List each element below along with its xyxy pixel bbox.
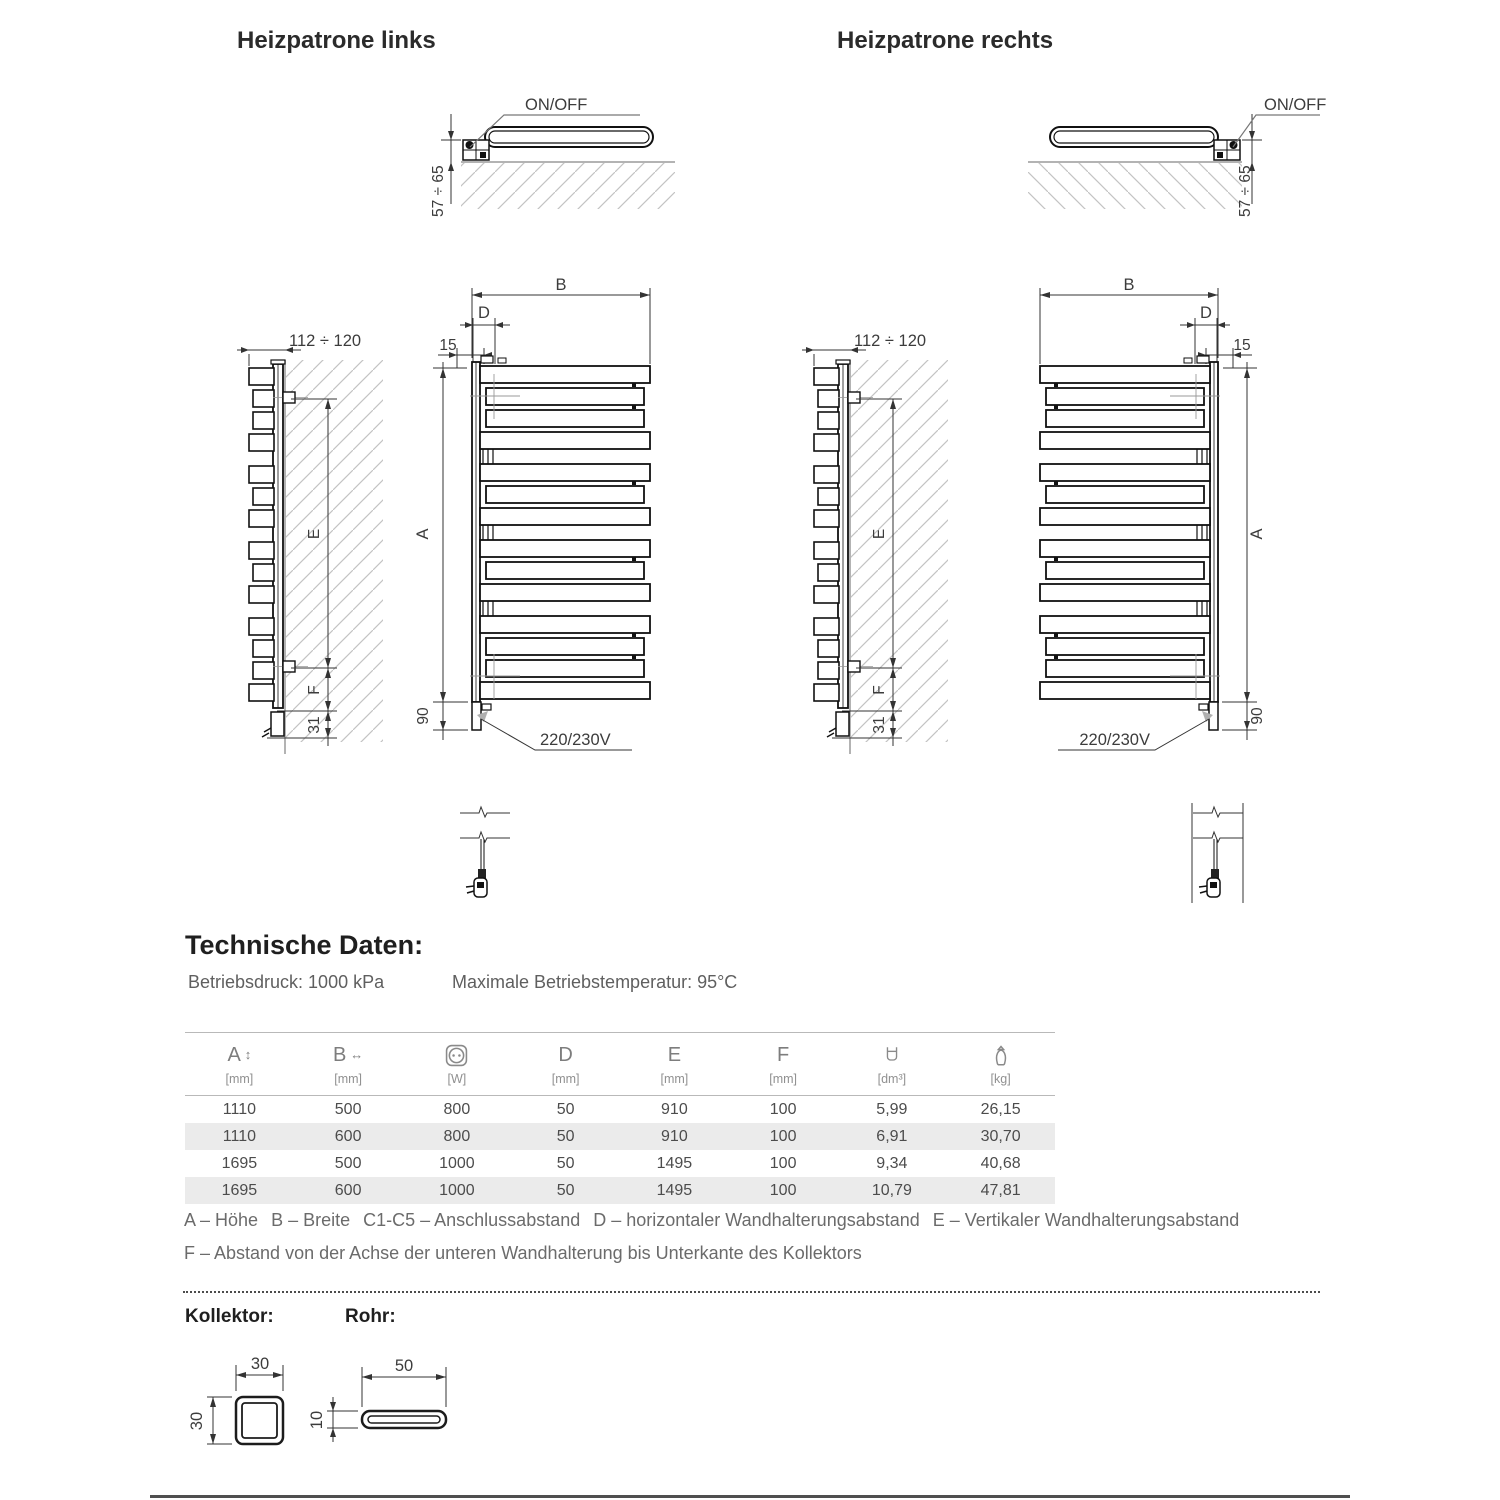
col-header-f [729, 1043, 838, 1086]
power-cable-plug-detail-left [455, 803, 535, 903]
table-cell: 47,81 [980, 1181, 1021, 1199]
spec-table [185, 1032, 1055, 1204]
rohr-width-dim: 50 [394, 1357, 414, 1375]
kollektor-height-dim: 30 [188, 1411, 206, 1431]
col-unit-a: [mm] [225, 1072, 254, 1086]
water-volume-icon [882, 1043, 902, 1067]
legend-item: E – Vertikaler Wandhalterungsabstand [932, 1210, 1240, 1230]
top-wall-section-view-left [430, 52, 675, 222]
dim-label-112-120: 112 ÷ 120 [289, 332, 362, 350]
operating-pressure: Betriebsdruck: 1000 kPa [188, 972, 385, 992]
col-letter-b: B [332, 1044, 347, 1066]
col-header-b [294, 1043, 403, 1086]
table-cell: 40,68 [980, 1154, 1021, 1172]
max-temperature: Maximale Betriebstemperatur: 95°C [452, 972, 738, 992]
height-arrow-icon: ↕ [244, 1047, 252, 1062]
col-header-a [185, 1043, 294, 1086]
legend-line-1 [184, 1210, 1239, 1231]
dim-label-31: 31 [871, 716, 888, 734]
on-off-label: ON/OFF [1264, 96, 1327, 114]
table-cell: 26,15 [980, 1100, 1021, 1118]
table-cell: 50 [556, 1100, 575, 1118]
col-unit-f: [mm] [769, 1072, 798, 1086]
front-view-left [414, 276, 705, 773]
dim-label-57-65: 57 ÷ 65 [1237, 165, 1254, 217]
table-cell: 800 [443, 1127, 471, 1145]
table-cell: 600 [334, 1181, 362, 1199]
rohr-label: Rohr: [345, 1306, 396, 1327]
col-header-volume [838, 1043, 947, 1086]
table-cell: 100 [769, 1154, 797, 1172]
table-cell: 910 [661, 1127, 688, 1145]
table-cell: 50 [556, 1127, 575, 1145]
col-unit-volume: [dm³] [877, 1072, 907, 1086]
table-cell: 50 [556, 1154, 575, 1172]
voltage-label: 220/230V [1079, 731, 1150, 749]
kollektor-cross-section-drawing [180, 1335, 310, 1460]
width-arrow-icon: ↔ [350, 1047, 364, 1062]
legend-item: A – Höhe [184, 1210, 259, 1230]
dim-label-57-65: 57 ÷ 65 [430, 165, 447, 217]
on-off-label: ON/OFF [525, 96, 588, 114]
dim-label-e: E [871, 528, 888, 540]
weight-icon [991, 1043, 1011, 1067]
table-cell: 30,70 [980, 1127, 1021, 1145]
col-header-weight [946, 1043, 1055, 1086]
table-cell: 1695 [221, 1181, 258, 1199]
table-cell: 100 [769, 1127, 797, 1145]
table-cell: 9,34 [876, 1154, 908, 1172]
table-cell: 50 [556, 1181, 575, 1199]
rohr-height-dim: 10 [308, 1410, 326, 1430]
dim-label-f: F [306, 685, 323, 695]
table-cell: 5,99 [876, 1100, 908, 1118]
tech-data-heading: Technische Daten: [185, 930, 424, 960]
title-heizpatrone-rechts: Heizpatrone rechts [837, 27, 1054, 54]
table-cell: 1000 [439, 1181, 475, 1199]
table-cell: 910 [661, 1100, 688, 1118]
kollektor-label: Kollektor: [185, 1306, 274, 1327]
front-view-right [985, 278, 1270, 773]
table-cell: 500 [334, 1154, 362, 1172]
col-letter-d: D [558, 1044, 573, 1066]
dim-label-b: B [555, 276, 567, 294]
rohr-cross-section-drawing [300, 1335, 460, 1460]
table-cell: 100 [769, 1181, 797, 1199]
table-row [185, 1177, 1055, 1204]
col-unit-power: [W] [447, 1072, 467, 1086]
dim-label-d: D [1200, 304, 1212, 322]
table-row [185, 1150, 1055, 1177]
col-letter-a: A [227, 1044, 241, 1066]
table-row [185, 1123, 1055, 1150]
table-cell: 100 [769, 1100, 797, 1118]
dim-label-a: A [414, 528, 432, 540]
spec-table-header [185, 1033, 1055, 1096]
col-header-power [403, 1043, 512, 1086]
col-header-d [511, 1043, 620, 1086]
side-profile-view-left [233, 330, 393, 770]
dim-label-a: A [1248, 528, 1266, 540]
legend-item: D – horizontaler Wandhalterungsabstand [593, 1210, 920, 1230]
table-cell: 1000 [439, 1154, 475, 1172]
col-header-e [620, 1043, 729, 1086]
legend-item: B – Breite [271, 1210, 351, 1230]
dim-label-90: 90 [415, 707, 432, 725]
dotted-divider [183, 1291, 1320, 1293]
legend-line-2 [184, 1243, 862, 1264]
legend-item: F – Abstand von der Achse der unteren Wandhalterung bis Unterkante des Kollektors [184, 1243, 862, 1263]
legend-item: C1-C5 – Anschlussabstand [363, 1210, 581, 1230]
footer-rule [150, 1495, 1350, 1498]
dim-label-d: D [478, 304, 490, 322]
dim-label-15: 15 [1233, 337, 1251, 354]
dim-label-b: B [1123, 276, 1135, 294]
dim-label-31: 31 [306, 716, 323, 734]
table-cell: 1110 [222, 1127, 256, 1145]
table-cell: 1495 [656, 1181, 693, 1199]
table-cell: 6,91 [876, 1127, 908, 1145]
table-cell: 500 [334, 1100, 362, 1118]
table-cell: 600 [334, 1127, 362, 1145]
power-cable-plug-detail-right [1188, 803, 1268, 903]
power-socket-icon [445, 1043, 468, 1067]
table-cell: 800 [443, 1100, 471, 1118]
table-row [185, 1096, 1055, 1123]
col-letter-e: E [667, 1044, 682, 1066]
dim-label-112-120: 112 ÷ 120 [854, 332, 927, 350]
col-unit-b: [mm] [334, 1072, 363, 1086]
kollektor-width-dim: 30 [250, 1355, 270, 1373]
side-profile-view-right [798, 330, 958, 770]
title-heizpatrone-links: Heizpatrone links [237, 27, 436, 54]
top-wall-section-view-right [1028, 52, 1327, 222]
table-cell: 1110 [222, 1100, 256, 1118]
table-cell: 1495 [656, 1154, 693, 1172]
col-letter-f: F [777, 1044, 790, 1066]
dim-label-e: E [306, 528, 323, 540]
voltage-label: 220/230V [540, 731, 611, 749]
dim-label-15: 15 [439, 337, 457, 354]
col-unit-e: [mm] [660, 1072, 689, 1086]
dim-label-90: 90 [1249, 707, 1266, 725]
dim-label-f: F [871, 685, 888, 695]
table-cell: 10,79 [871, 1181, 912, 1199]
table-cell: 1695 [221, 1154, 258, 1172]
col-unit-d: [mm] [551, 1072, 580, 1086]
col-unit-weight: [kg] [990, 1072, 1011, 1086]
